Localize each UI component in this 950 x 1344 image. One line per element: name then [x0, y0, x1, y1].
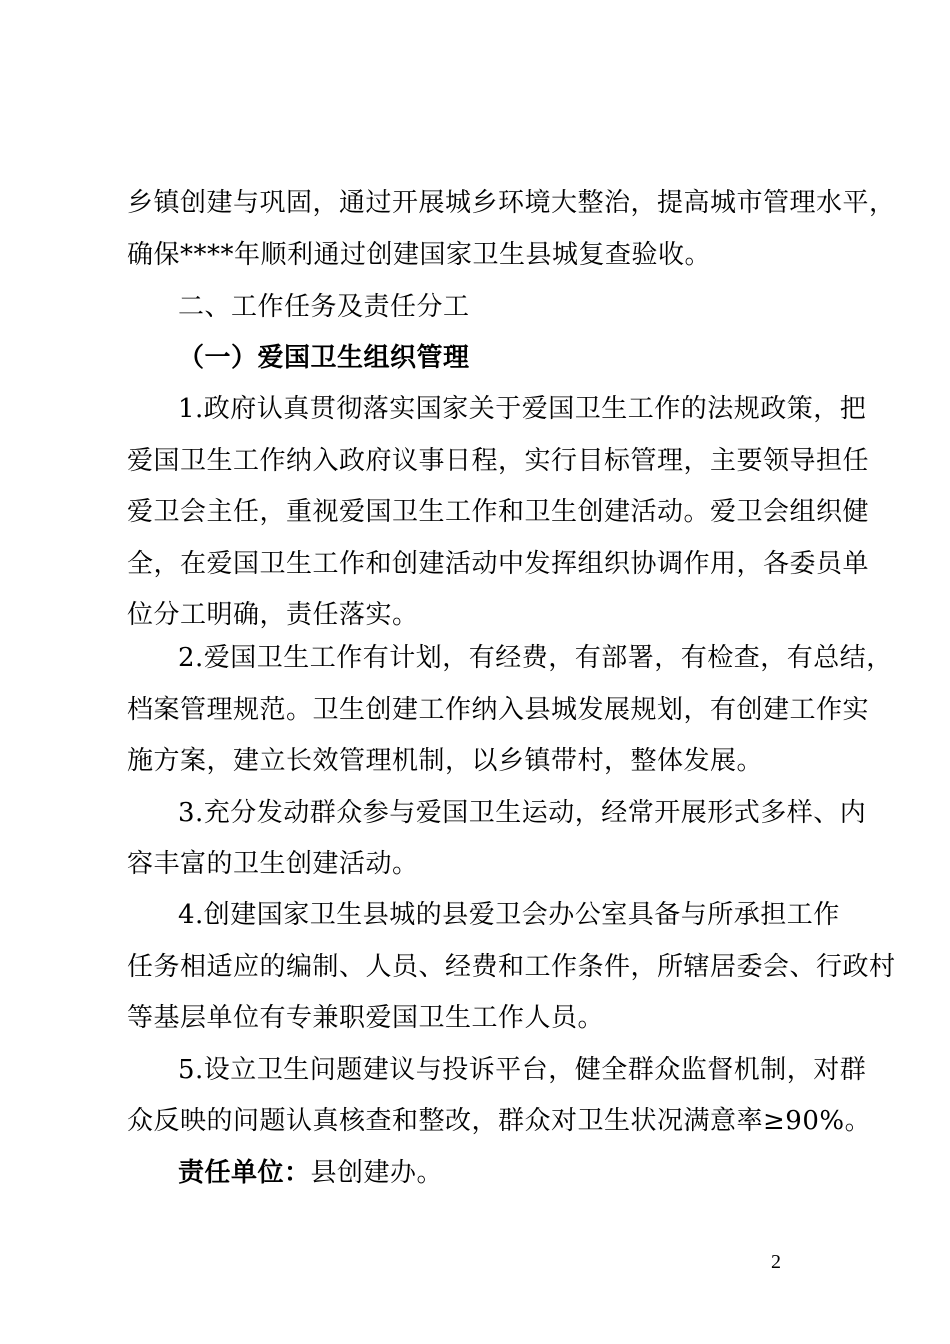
item-1-line: 全，在爱国卫生工作和创建活动中发挥组织协调作用，各委员单 [127, 549, 870, 579]
item-1-line: 爱卫会主任，重视爱国卫生工作和卫生创建活动。爱卫会组织健 [127, 497, 870, 527]
subsection-heading: （一）爱国卫生组织管理 [178, 343, 470, 373]
item-5-line: 众反映的问题认真核查和整改，群众对卫生状况满意率≥90%。 [127, 1106, 872, 1136]
responsible-unit-value: 县创建办。 [310, 1158, 444, 1188]
item-5-line: 5.设立卫生问题建议与投诉平台，健全群众监督机制，对群 [178, 1055, 867, 1085]
page-number: 2 [771, 1251, 781, 1273]
section-heading: 二、工作任务及责任分工 [178, 292, 470, 322]
paragraph-line: 确保****年顺利通过创建国家卫生县城复查验收。 [127, 240, 712, 270]
item-4-line: 等基层单位有专兼职爱国卫生工作人员。 [127, 1003, 605, 1033]
item-1-line: 1.政府认真贯彻落实国家关于爱国卫生工作的法规政策，把 [178, 394, 867, 424]
responsible-unit-label: 责任单位： [178, 1158, 311, 1188]
item-3-line: 容丰富的卫生创建活动。 [127, 849, 419, 879]
item-4-line: 任务相适应的编制、人员、经费和工作条件，所辖居委会、行政村 [127, 952, 896, 982]
item-2-line: 2.爱国卫生工作有计划，有经费，有部署，有检查，有总结， [178, 643, 893, 673]
item-2-line: 施方案，建立长效管理机制，以乡镇带村，整体发展。 [127, 746, 764, 776]
item-1-line: 爱国卫生工作纳入政府议事日程，实行目标管理，主要领导担任 [127, 446, 870, 476]
responsible-unit [178, 1147, 443, 1199]
item-2-line: 档案管理规范。卫生创建工作纳入县城发展规划，有创建工作实 [127, 695, 870, 725]
item-4-line: 4.创建国家卫生县城的县爱卫会办公室具备与所承担工作 [178, 900, 840, 930]
item-3-line: 3.充分发动群众参与爱国卫生运动，经常开展形式多样、内 [178, 798, 867, 828]
item-1-line: 位分工明确，责任落实。 [127, 600, 419, 630]
paragraph-line: 乡镇创建与巩固，通过开展城乡环境大整治，提高城市管理水平， [127, 188, 896, 218]
